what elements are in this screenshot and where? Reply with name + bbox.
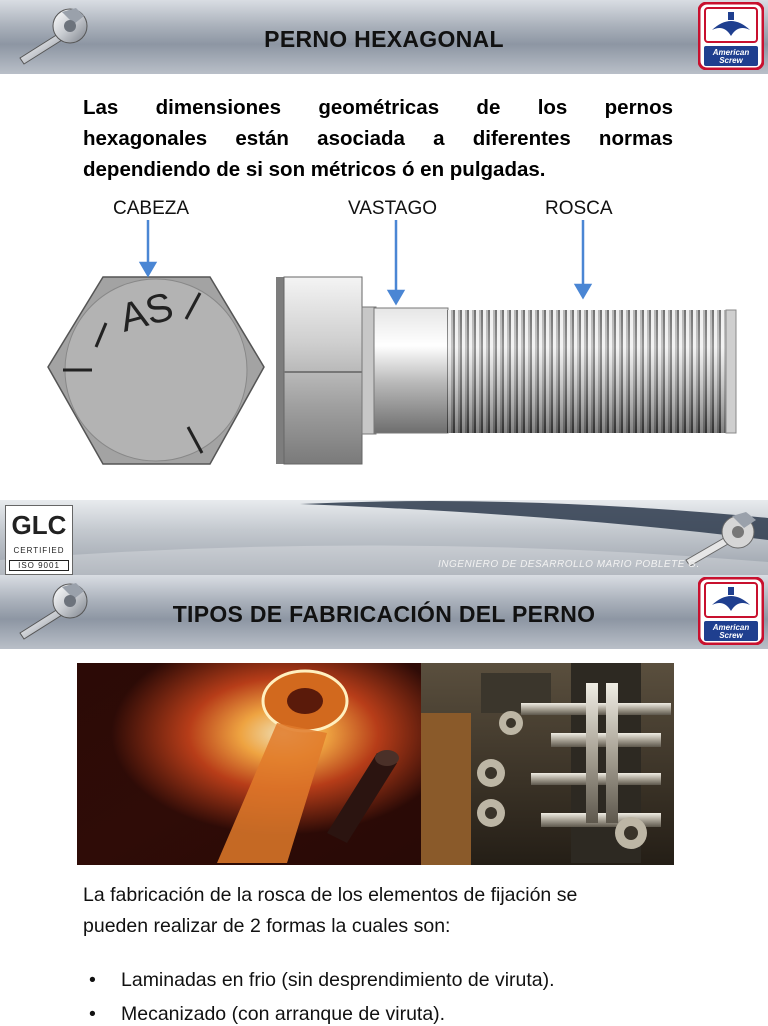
hot-forging-photo: [77, 663, 421, 865]
glc-certified-logo: [5, 505, 73, 575]
paragraph-line: Las dimensiones geométricas de los pernos: [83, 96, 673, 119]
arrow-rosca-icon: [576, 285, 590, 297]
badge-text-2: Screw: [719, 56, 743, 65]
arrow-cabeza-icon: [141, 263, 155, 275]
intro-line: La fabricación de la rosca de los elementos de fijación se: [83, 884, 578, 906]
badge-text-1: American: [712, 48, 750, 57]
label-rosca: ROSCA: [545, 198, 613, 219]
glc-name: GLC: [11, 510, 67, 540]
shank: [374, 308, 448, 433]
intro-line: pueden realizar de 2 formas la cuales son:: [83, 915, 451, 937]
glc-certified: CERTIFIED: [13, 546, 65, 555]
label-cabeza: CABEZA: [113, 198, 190, 219]
list-item: [89, 1003, 445, 1026]
page-title: PERNO HEXAGONAL: [264, 26, 504, 52]
fabrication-intro: [83, 880, 577, 942]
badge-text-1: American: [712, 623, 750, 632]
head-marking: AS: [114, 284, 178, 341]
bullet-icon: •: [89, 969, 96, 991]
bullet-text: Mecanizado (con arranque de viruta).: [121, 1003, 446, 1025]
label-vastago: VASTAGO: [348, 198, 438, 219]
bullet-icon: •: [89, 1003, 96, 1025]
american-screw-logo-icon: [698, 2, 764, 70]
arrow-vastago-icon: [389, 291, 403, 303]
glc-iso: ISO 9001: [9, 560, 69, 571]
badge-text-2: Screw: [719, 631, 743, 640]
paragraph-line: hexagonales están asociada a diferentes normas: [83, 127, 673, 150]
bullet-text: Laminadas en frio (sin desprendimiento de viruta).: [121, 969, 555, 991]
hex-head-side: [284, 277, 362, 464]
thread-rolling-machine-photo: [421, 663, 674, 865]
paragraph-line: dependiendo de si son métricos ó en pulgadas.: [83, 158, 546, 181]
intro-paragraph: [83, 92, 673, 185]
footer-author: INGENIERO DE DESARROLLO MARIO POBLETE G.: [438, 559, 700, 570]
slide-tipos-fabricacion: [0, 575, 768, 1024]
list-item: [89, 969, 555, 992]
american-screw-logo-icon: [698, 577, 764, 645]
slide-header: [0, 575, 768, 649]
page-title: TIPOS DE FABRICACIÓN DEL PERNO: [172, 601, 596, 627]
slide-header: [0, 0, 768, 74]
bolt-illustration: [0, 215, 768, 475]
